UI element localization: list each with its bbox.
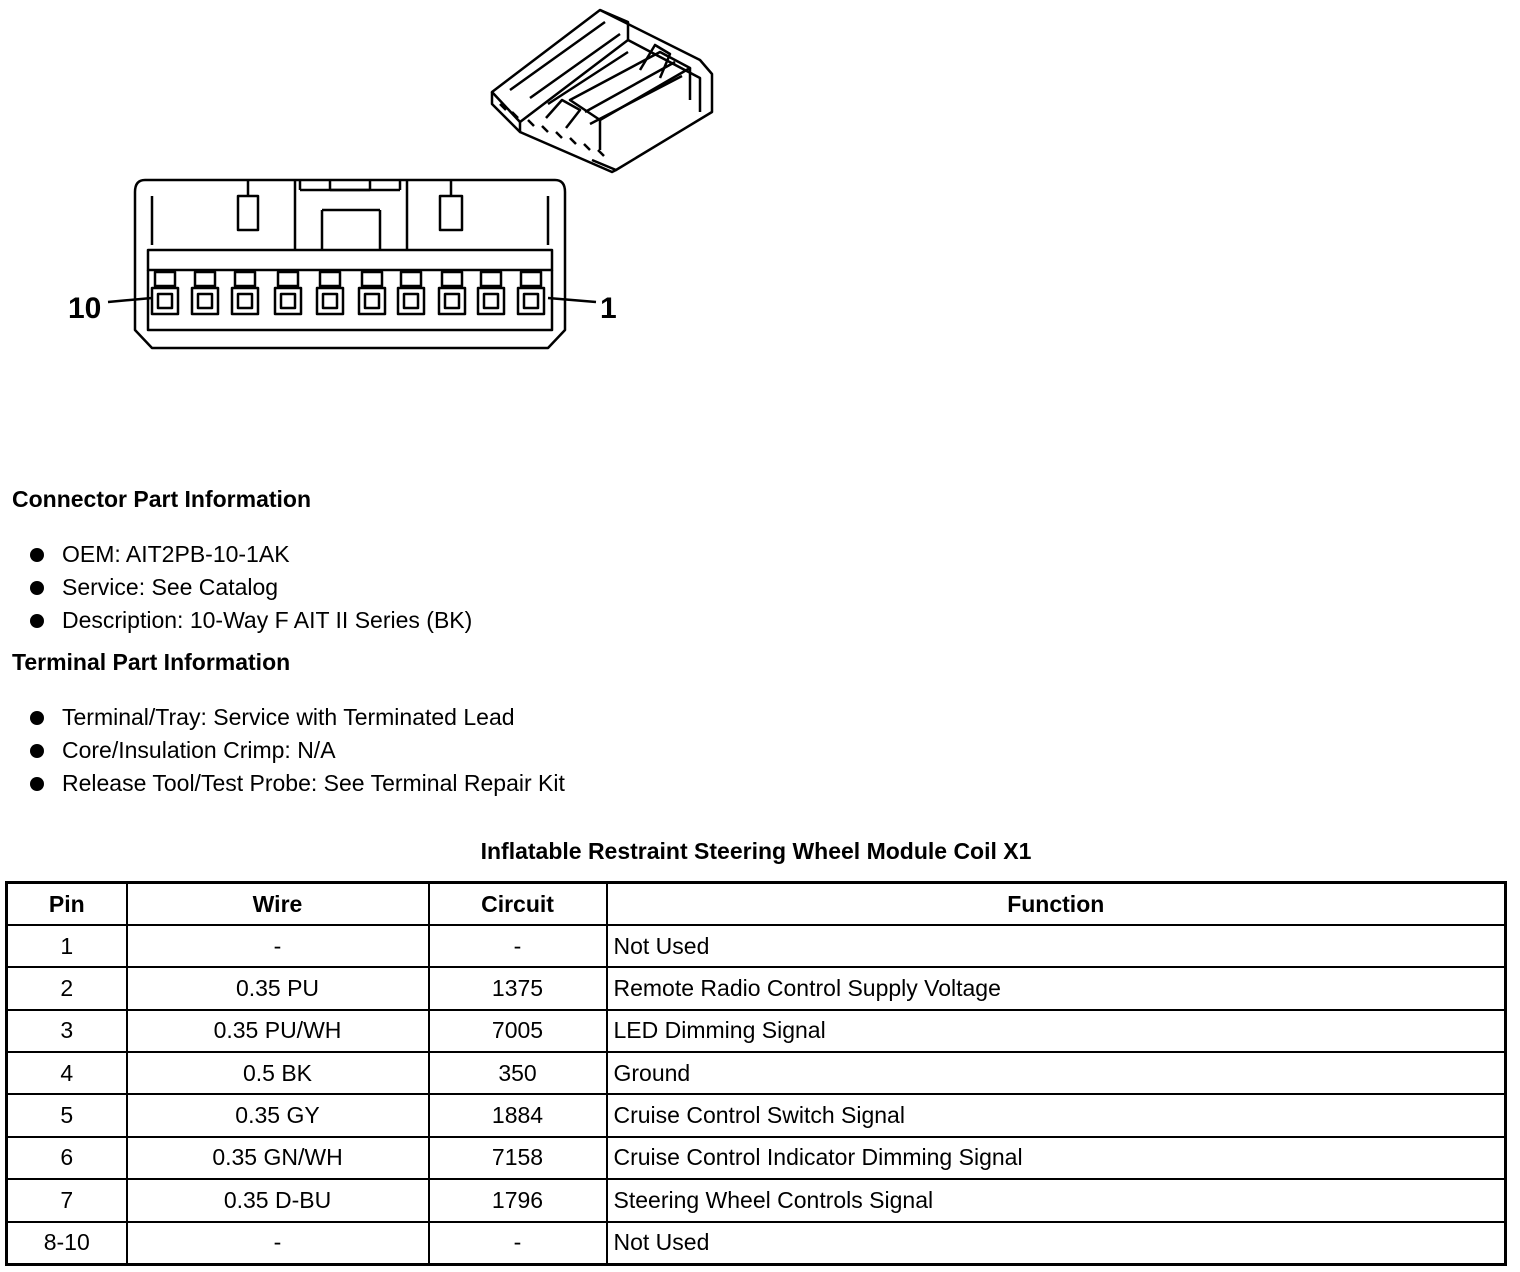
list-item: OEM: AIT2PB-10-1AK [30, 538, 472, 571]
table-row [7, 1179, 1506, 1221]
connector-front-view [135, 180, 565, 348]
header-wire: Wire [127, 883, 429, 926]
list-item: Service: See Catalog [30, 571, 472, 604]
table-row [7, 1052, 1506, 1094]
cell-pin: 4 [7, 1052, 127, 1094]
cell-function: Not Used [607, 925, 1506, 967]
header-circuit: Circuit [429, 883, 607, 926]
cell-wire: 0.35 D-BU [127, 1179, 429, 1221]
cell-function: Not Used [607, 1222, 1506, 1265]
connector-part-info-list [30, 538, 472, 637]
pin-1-leader [548, 298, 596, 302]
connector-diagram [0, 0, 760, 400]
list-item: Description: 10-Way F AIT II Series (BK) [30, 604, 472, 637]
terminal-part-info-list [30, 701, 565, 800]
table-row [7, 925, 1506, 967]
cell-function: Remote Radio Control Supply Voltage [607, 967, 1506, 1009]
pin-10-label: 10 [68, 292, 102, 325]
table-row [7, 967, 1506, 1009]
table-row [7, 1094, 1506, 1136]
cell-pin: 1 [7, 925, 127, 967]
cell-circuit: 350 [429, 1052, 607, 1094]
cell-circuit: - [429, 925, 607, 967]
pin-1-label: 1 [600, 292, 617, 325]
cell-pin: 2 [7, 967, 127, 1009]
header-function: Function [607, 883, 1506, 926]
cell-circuit: 1796 [429, 1179, 607, 1221]
bullet-icon [30, 614, 44, 628]
cell-pin: 6 [7, 1137, 127, 1179]
table-row [7, 1137, 1506, 1179]
cell-circuit: 1375 [429, 967, 607, 1009]
bullet-icon [30, 581, 44, 595]
cell-circuit: - [429, 1222, 607, 1265]
cell-function: Steering Wheel Controls Signal [607, 1179, 1506, 1221]
pin-10-leader [108, 298, 152, 302]
cell-wire: - [127, 925, 429, 967]
bullet-icon [30, 548, 44, 562]
cell-pin: 5 [7, 1094, 127, 1136]
cell-wire: 0.35 GN/WH [127, 1137, 429, 1179]
cell-wire: 0.5 BK [127, 1052, 429, 1094]
terminal-cavities [152, 272, 544, 314]
bullet-icon [30, 777, 44, 791]
table-row [7, 1010, 1506, 1052]
bullet-icon [30, 744, 44, 758]
cell-circuit: 7158 [429, 1137, 607, 1179]
cell-circuit: 7005 [429, 1010, 607, 1052]
list-item: Terminal/Tray: Service with Terminated Lead [30, 701, 565, 734]
pinout-table [5, 881, 1507, 1266]
table-header-row [7, 883, 1506, 926]
cell-wire: - [127, 1222, 429, 1265]
cell-wire: 0.35 GY [127, 1094, 429, 1136]
terminal-part-info-heading: Terminal Part Information [12, 649, 291, 675]
cell-function: Cruise Control Switch Signal [607, 1094, 1506, 1136]
cell-wire: 0.35 PU [127, 967, 429, 1009]
cell-function: Ground [607, 1052, 1506, 1094]
cell-circuit: 1884 [429, 1094, 607, 1136]
connector-3d-view [492, 10, 712, 172]
cell-pin: 8-10 [7, 1222, 127, 1265]
cell-function: LED Dimming Signal [607, 1010, 1506, 1052]
list-item: Core/Insulation Crimp: N/A [30, 734, 565, 767]
table-row [7, 1222, 1506, 1265]
cell-pin: 3 [7, 1010, 127, 1052]
bullet-icon [30, 711, 44, 725]
table-title: Inflatable Restraint Steering Wheel Module Coil X1 [480, 838, 1032, 864]
header-pin: Pin [7, 883, 127, 926]
cell-function: Cruise Control Indicator Dimming Signal [607, 1137, 1506, 1179]
connector-part-info-heading: Connector Part Information [12, 486, 312, 512]
list-item: Release Tool/Test Probe: See Terminal Repair Kit [30, 767, 565, 800]
cell-pin: 7 [7, 1179, 127, 1221]
cell-wire: 0.35 PU/WH [127, 1010, 429, 1052]
